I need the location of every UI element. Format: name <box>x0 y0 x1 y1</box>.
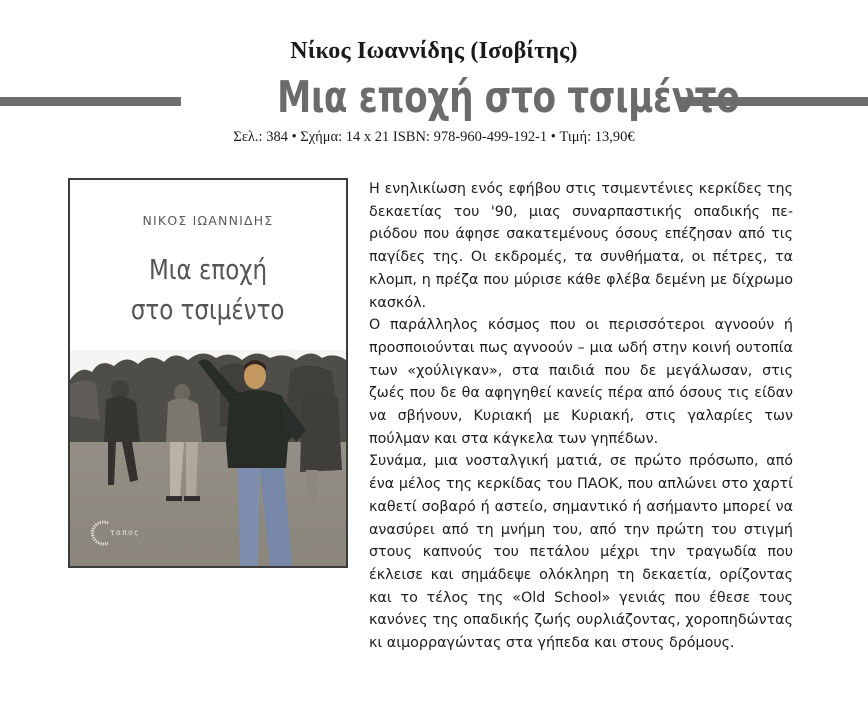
publisher-logo <box>90 520 150 550</box>
cover-author: ΝΙΚΟΣ ΙΩΑΝΝΙΔΗΣ <box>142 213 274 228</box>
book-author: Νίκος Ιωαννίδης (Ισοβίτης) <box>290 38 578 64</box>
publisher-name: τοπος <box>110 528 141 537</box>
cover-title-line-2: στο τσιμέντο <box>131 293 285 326</box>
cover-title-line-1: Μια εποχή <box>148 253 268 286</box>
book-meta: Σελ.: 384 • Σχήμα: 14 x 21 ISBN: 978-960-499-192-1 • Τιμή: 13,90€ <box>233 129 635 145</box>
book-title-container <box>212 68 740 128</box>
description-paragraph: Συνάμα, μια νοσταλγική ματιά, σε πρώτο πρόσωπο, από ένα μέλος της κερκίδας του ΠΑΟΚ, που απλώνει στο χαρτί καθετί σοβαρό ή αστείο, σημαντικό ή ασήμαντο μπορεί να ανασύρει από τη μνήμη του, από την πρώτη του στιγμή στους καπνούς του πετάλου μέχρι την τραγωδία που έκλεισε και σημάδεψε ολόκληρη τη δεκαετία, ορίζοντας και το τέλος της «Old School» γενιάς που έθεσε τους κανόνες της οπαδικής ζωής ουρλιάζοντας, χοροπηδώντας κι αιμορραγώντας στα γήπεδα και στους δρόμους. <box>369 453 793 652</box>
cover-photo <box>70 180 346 566</box>
book-description <box>369 178 793 655</box>
book-title: Μια εποχή στο τσιμέντο <box>277 72 740 123</box>
cover-title <box>70 250 346 330</box>
description-paragraph: Ο παράλληλος κόσμος που οι περισσότεροι αγνοούν ή προσποιούνται πως αγνοούν – μια ωδή στην κοινή ουτοπία των «χούλιγκαν», στα παιδιά που δε μεγάλωσαν, στις ζωές που δε θα αφηγηθεί κανείς πέρα από όσους τις είδαν να σβήνουν, Κυριακή με Κυριακή, στις γαλαρίες των πούλμαν και στα κάγκελα των γηπέδων. <box>369 317 793 447</box>
description-paragraph: Η ενηλικίωση ενός εφήβου στις τσιμεντένιες κερκίδες της δεκαετίας του '90, μιας συναρπαστικής οπαδικής περιόδου που άφησε σακατεμένους όσους επέζησαν από τις παγίδες της. Οι εκδρομές, τα συνθήματα, οι πέτρες, τα κλομπ, η πρέζα που μύρισε κάθε φλέβα δεμένη με δίχρωμο κασκόλ. <box>369 181 793 311</box>
title-rule-left <box>0 97 181 106</box>
book-cover <box>68 178 348 568</box>
publisher-circle-icon <box>90 520 110 546</box>
